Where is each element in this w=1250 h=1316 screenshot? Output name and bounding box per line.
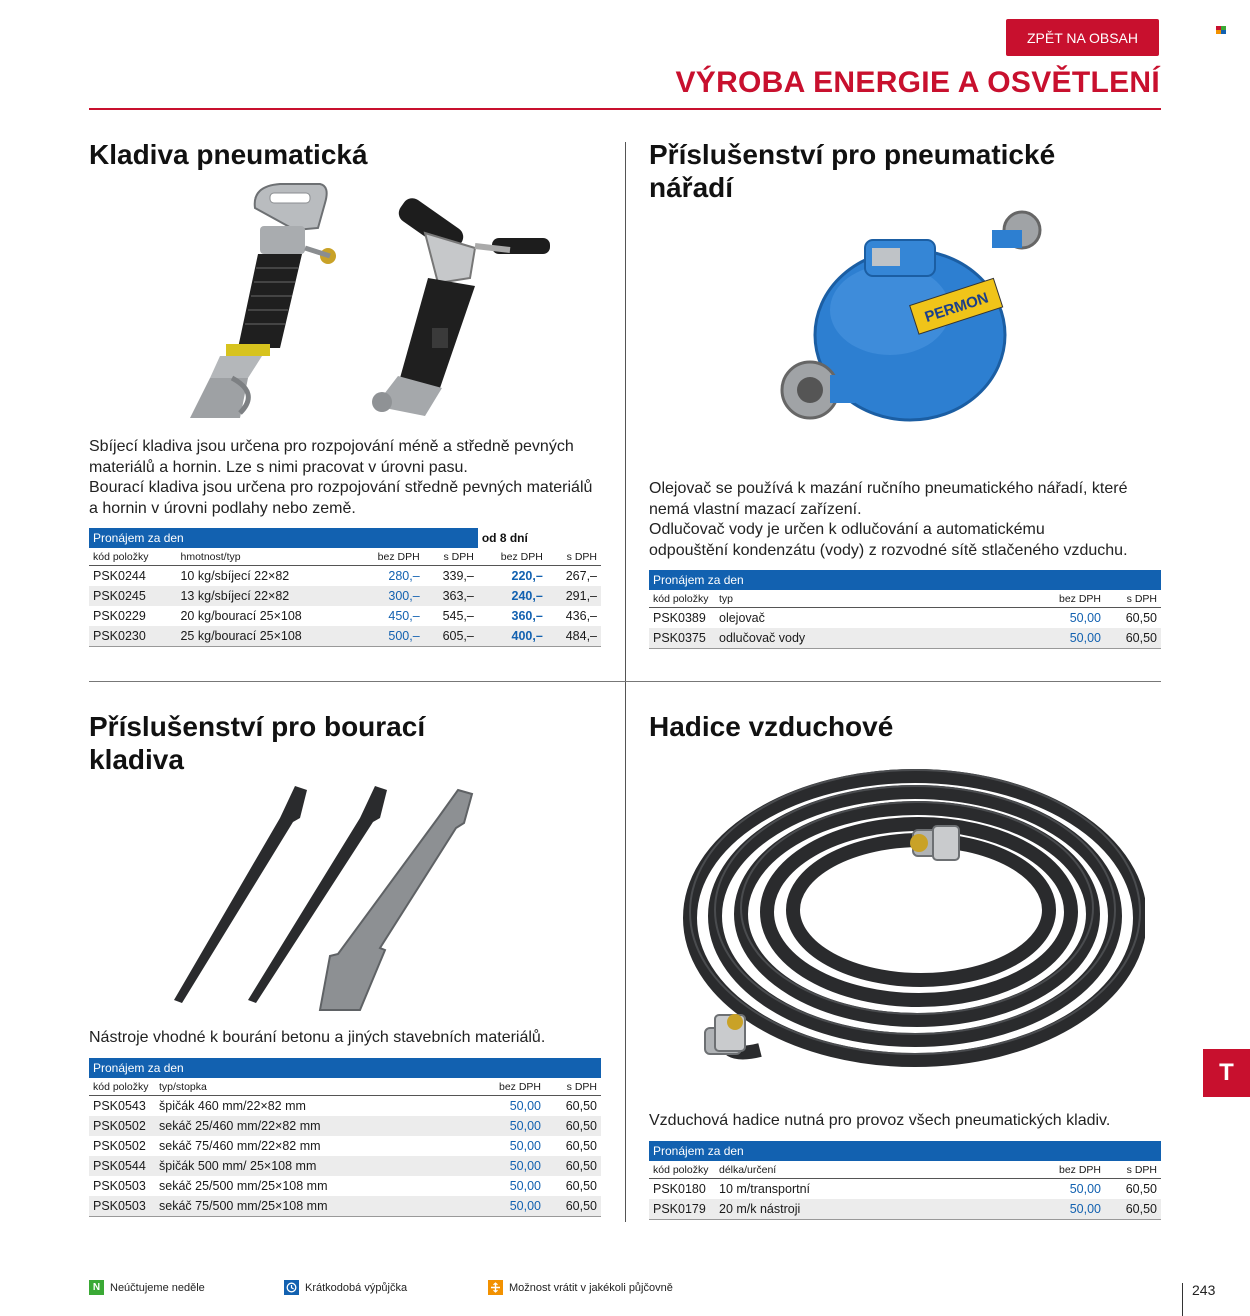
hoses-rental-table: Pronájem za den kód položky délka/určení bez DPH s DPH PSK0180 10 m/transportní 50,00 60,50 PSK0179 20 m/k nástroji 50,00 60,50 — [649, 1141, 1161, 1220]
table-row: PSK0503 sekáč 25/500 mm/25×108 mm 50,00 60,50 — [93, 1179, 597, 1193]
table-row: PSK0180 10 m/transportní 50,00 60,50 — [653, 1182, 1157, 1196]
table-row: PSK0244 10 kg/sbíjecí 22×82 280,– 339,– 220,– 267,– — [93, 569, 597, 583]
section-title-breaker-accessories: Příslušenství pro bourací kladiva — [89, 711, 426, 775]
breaker-accessories-description: Nástroje vhodné k bourání betonu a jiných stavebních materiálů. — [89, 1029, 546, 1046]
legend-item-short-term: Krátkodobá výpůjčka — [284, 1280, 407, 1295]
pneumatic-hammers-image — [170, 178, 550, 428]
table-row: PSK0543 špičák 460 mm/22×82 mm 50,00 60,50 — [93, 1099, 597, 1113]
svg-text:PERMON: PERMON — [922, 289, 991, 326]
page-number: 243 — [1192, 1282, 1216, 1298]
corner-mark-icon — [1216, 26, 1226, 34]
section-title-pneumatic-accessories: Příslušenství pro pneumatické nářadí — [649, 139, 1056, 203]
header-divider — [89, 108, 1161, 110]
arrows-icon — [488, 1280, 503, 1295]
column-divider — [625, 142, 626, 1222]
pneumatic-accessories-rental-table: Pronájem za den kód položky typ bez DPH s DPH PSK0389 olejovač 50,00 60,50 PSK0375 odlučovač vody 50,00 60,50 — [649, 570, 1161, 649]
back-to-contents-button[interactable]: ZPĚT NA OBSAH — [1006, 19, 1159, 56]
table-row: PSK0389 olejovač 50,00 60,50 — [653, 611, 1157, 625]
clock-icon — [284, 1280, 299, 1295]
table-row: PSK0502 sekáč 25/460 mm/22×82 mm 50,00 60,50 — [89, 1116, 601, 1136]
section-title-hoses: Hadice vzduchové — [649, 711, 894, 742]
table-row: PSK0503 sekáč 75/500 mm/25×108 mm 50,00 60,50 — [89, 1196, 601, 1217]
legend-item-no-sundays: N Neúčtujeme neděle — [89, 1280, 205, 1295]
table-row: PSK0230 25 kg/bourací 25×108 500,– 605,– 400,– 484,– — [89, 626, 601, 647]
breaker-tools-image — [160, 778, 520, 1018]
table-row: PSK0229 20 kg/bourací 25×108 450,– 545,– 360,– 436,– — [93, 609, 597, 623]
hammers-rental-table: Pronájem za den od 8 dní kód položky hmotnost/typ bez DPH s DPH bez DPH s DPH PSK0244 10 kg/sbíjecí 22×82 280,– 339,– 220,– 267,– PSK0245 13 kg/sbíjecí 22×82 300,– 363,– 240,– 291,– PSK0229 20 kg/bourací 25×108 450,– 545,– 360,– 436,– PSK0230 25 kg/bourací 25×108 500,– 605,– 400,– 484,– — [89, 528, 601, 647]
breaker-accessories-rental-table: Pronájem za den kód položky typ/stopka bez DPH s DPH PSK0543 špičák 460 mm/22×82 mm 50,00 60,50 PSK0502 sekáč 25/460 mm/22×82 mm 50,00 60,50 PSK0502 sekáč 75/460 mm/22×82 mm 50,00 60,50 PSK0544 špičák 500 mm/ 25×108 mm 50,00 60,50 PSK0503 sekáč 25/500 mm/25×108 mm 50,00 60,50 PSK0503 sekáč 75/500 mm/25×108 mm 50,00 60,50 — [89, 1058, 601, 1217]
hoses-description: Vzduchová hadice nutná pro provoz všech pneumatických kladiv. — [649, 1112, 1111, 1129]
row-divider — [89, 681, 1161, 682]
page-number-divider — [1182, 1283, 1183, 1316]
chapter-title: VÝROBA ENERGIE A OSVĚTLENÍ — [675, 66, 1160, 99]
table-row: PSK0544 špičák 500 mm/ 25×108 mm 50,00 60,50 — [89, 1156, 601, 1176]
table-row: PSK0502 sekáč 75/460 mm/22×82 mm 50,00 60,50 — [93, 1139, 597, 1153]
table-row: PSK0179 20 m/k nástroji 50,00 60,50 — [649, 1199, 1161, 1220]
hammers-description: Sbíjecí kladiva jsou určena pro rozpojování méně a středně pevných materiálů a hornin. Lze s nimi pracovat v úrovni pasu. Bourací kladiva jsou určena pro rozpojování středně pevných materiálů a hornin v úrovni podlahy nebo země. — [89, 438, 593, 517]
table-row: PSK0245 13 kg/sbíjecí 22×82 300,– 363,– 240,– 291,– — [89, 586, 601, 606]
table-row: PSK0375 odlučovač vody 50,00 60,50 — [649, 628, 1161, 649]
n-icon: N — [89, 1280, 104, 1295]
oiler-image — [760, 200, 1060, 450]
legend-item-return-anywhere: Možnost vrátit v jakékoli půjčovně — [488, 1280, 673, 1295]
pneumatic-accessories-description: Olejovač se používá k mazání ručního pneumatického nářadí, které nemá vlastní mazací zařízení. Odlučovač vody je určen k odlučování a automatickému odpouštění kondenzátu (vody) z rozvodné sítě stlačeného vzduchu. — [649, 480, 1128, 559]
air-hose-image — [665, 760, 1145, 1090]
section-title-hammers: Kladiva pneumatická — [89, 139, 368, 170]
chapter-tab-t[interactable]: T — [1203, 1049, 1250, 1097]
